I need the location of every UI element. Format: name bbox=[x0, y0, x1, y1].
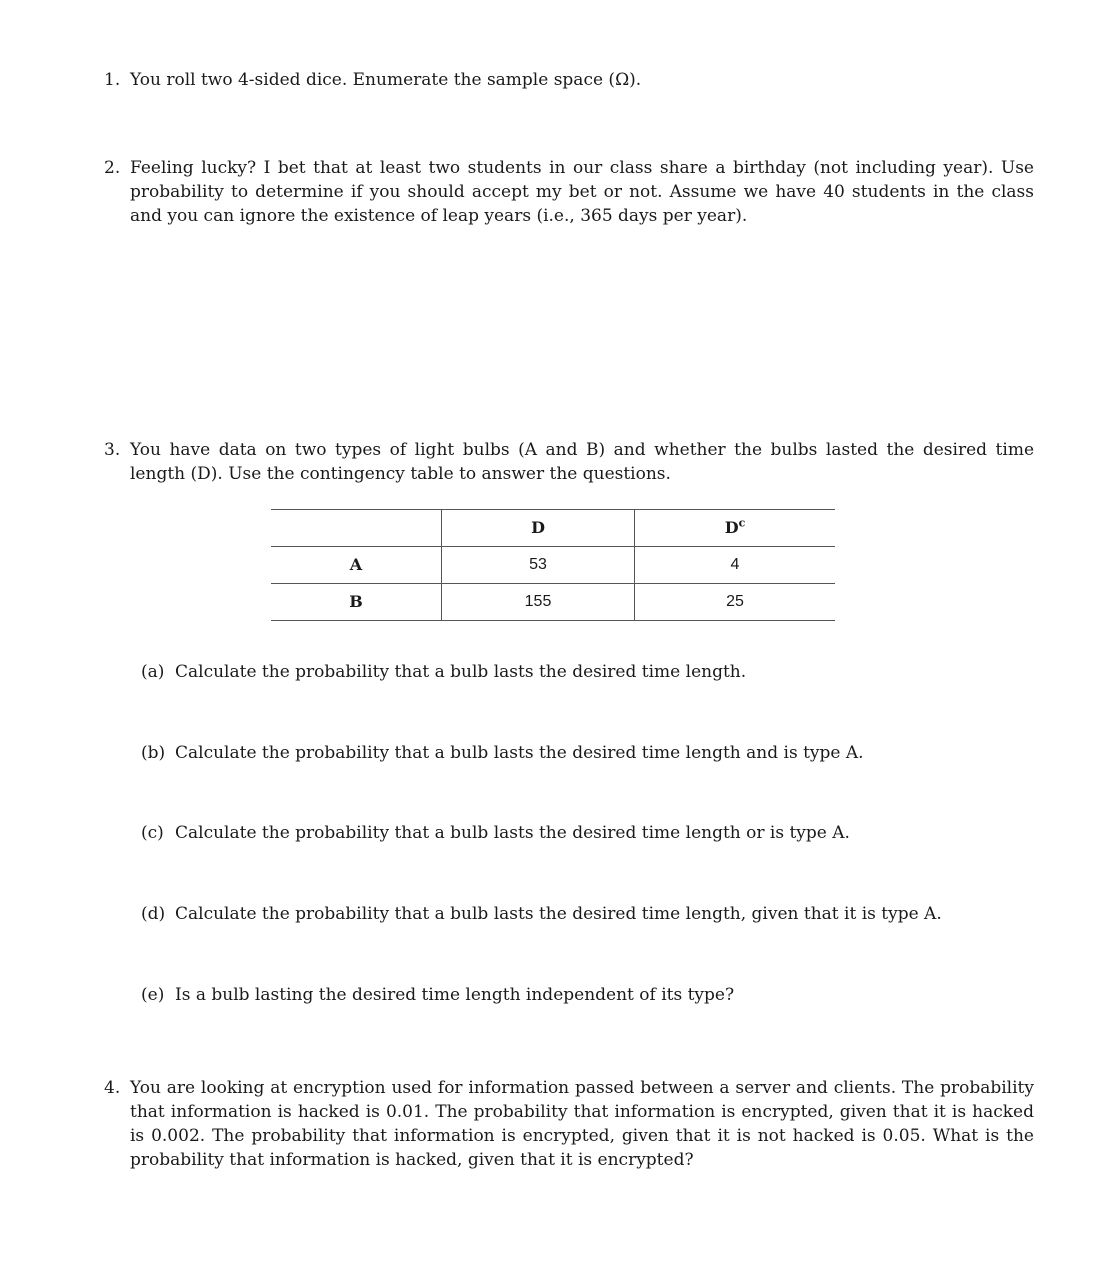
column-header-d: D bbox=[442, 510, 635, 547]
table-row bbox=[271, 547, 835, 584]
table-cell: 4 bbox=[635, 547, 836, 584]
subquestion-text: Is a bulb lasting the desired time length independent of its type? bbox=[175, 985, 735, 1005]
question-number: 2. bbox=[104, 158, 121, 178]
subquestion-text: Calculate the probability that a bulb lasts the desired time length. bbox=[175, 662, 747, 682]
subquestion-text: Calculate the probability that a bulb lasts the desired time length and is type A. bbox=[175, 743, 864, 763]
table-cell: 53 bbox=[442, 547, 635, 584]
subquestion-a bbox=[141, 660, 1021, 684]
row-header-a: A bbox=[271, 547, 442, 584]
question-text: Feeling lucky? I bet that at least two students in our class share a birthday (not including year). Use probability to determine if you should accept my bet or not. Assume we have 40 students in the class and you can ignore the existence of leap years (i.e., 365 days per year). bbox=[130, 158, 1034, 226]
question-number: 1. bbox=[104, 70, 121, 90]
subquestion-text: Calculate the probability that a bulb lasts the desired time length or is type A. bbox=[175, 823, 850, 843]
table-cell: 25 bbox=[635, 584, 836, 621]
question-number: 4. bbox=[104, 1078, 121, 1098]
subquestion-label: (d) bbox=[141, 904, 166, 924]
question-text: You are looking at encryption used for information passed between a server and clients. The probability that information is hacked is 0.01. The probability that information is encrypted, given that it is hacked is 0.002. The probability that information is encrypted, given that it is not hacked is 0.05. What is the probability that information is hacked, given that it is encrypted? bbox=[130, 1078, 1034, 1170]
column-header-d-complement: $D^c$ bbox=[635, 510, 836, 547]
subquestion-b bbox=[141, 741, 1021, 765]
question-text: You have data on two types of light bulbs (A and B) and whether the bulbs lasted the desired time length (D). Use the contingency table to answer the questions. bbox=[130, 440, 1034, 484]
subquestion-label: (b) bbox=[141, 743, 166, 763]
table-cell: 155 bbox=[442, 584, 635, 621]
table-row bbox=[271, 584, 835, 621]
table-header-row bbox=[271, 510, 835, 547]
question-1 bbox=[104, 68, 1034, 92]
question-4 bbox=[104, 1076, 1034, 1172]
subquestion-e bbox=[141, 983, 1021, 1007]
contingency-table bbox=[271, 509, 835, 621]
question-text: You roll two 4-sided dice. Enumerate the sample space (Ω). bbox=[130, 70, 642, 90]
subquestion-label: (c) bbox=[141, 823, 164, 843]
subquestion-c bbox=[141, 821, 1021, 845]
row-header-b: B bbox=[271, 584, 442, 621]
question-3 bbox=[104, 438, 1034, 486]
question-2 bbox=[104, 156, 1034, 228]
subquestion-label: (e) bbox=[141, 985, 165, 1005]
subquestion-text: Calculate the probability that a bulb lasts the desired time length, given that it is type A. bbox=[175, 904, 942, 924]
question-number: 3. bbox=[104, 440, 121, 460]
subquestion-d bbox=[141, 902, 1021, 926]
table-corner-cell bbox=[271, 510, 442, 547]
subquestion-label: (a) bbox=[141, 662, 165, 682]
